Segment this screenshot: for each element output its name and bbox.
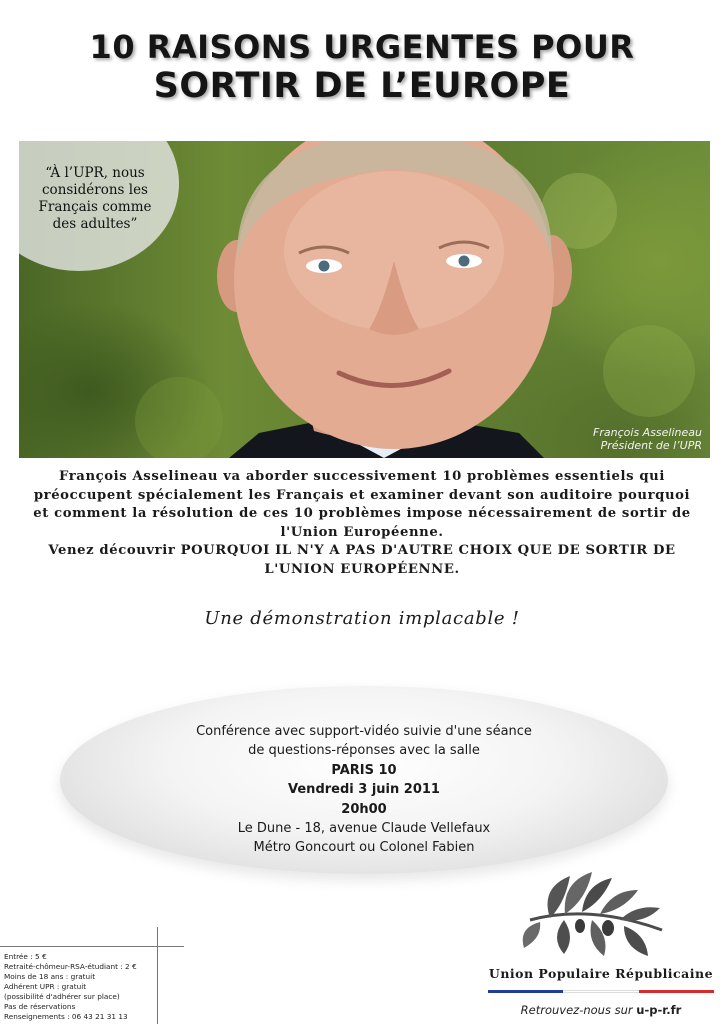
- divider-horizontal: [0, 946, 184, 947]
- event-details: [60, 722, 668, 858]
- olive-branch-icon: [520, 868, 670, 960]
- caption-role: Président de l’UPR: [600, 439, 702, 452]
- event-city: PARIS 10: [331, 762, 397, 778]
- poster-title-line-2: SORTIR DE L’EUROPE: [153, 66, 571, 106]
- speaker-photo: [19, 141, 710, 458]
- event-description-1: Conférence avec support-vidéo suivie d'une séance: [196, 724, 532, 739]
- french-flag-stripe: [488, 990, 714, 993]
- event-time: 20h00: [341, 801, 387, 817]
- event-description-2: de questions-réponses avec la salle: [248, 743, 480, 759]
- event-venue: Le Dune - 18, avenue Claude Vellefaux: [237, 821, 491, 837]
- website-link[interactable]: u-p-r.fr: [636, 1003, 682, 1017]
- intro-paragraph: François Asselineau va aborder successivement 10 problèmes essentiels qui préoccupent spécialement les Français et examiner devant son auditoire pourquoi et comment la résolution de ces 10 problèmes impose nécessairement de sortir de l'Union Européenne. Venez découvrir POURQUOI IL N'Y A PAS D'AUTRE CHOIX QUE DE SORTIR DE L'UNION EUROPÉENNE.: [33, 469, 691, 577]
- event-date: Vendredi 3 juin 2011: [288, 782, 440, 798]
- event-metro: Métro Goncourt ou Colonel Fabien: [253, 840, 475, 856]
- party-name: Union Populaire Républicaine: [488, 966, 714, 981]
- pricing-info: Entrée : 5 € Retraité-chômeur-RSA-étudiant : 2 € Moins de 18 ans : gratuit Adhérent UPR : gratuit (possibilité d'adhérer sur place) Pas de réservations Renseignements : 06 43 21 31 13: [4, 952, 137, 1021]
- tagline: Une démonstration implacable !: [204, 608, 520, 629]
- photo-caption: [593, 426, 702, 452]
- caption-name: François Asselineau: [593, 426, 702, 439]
- poster-title-line-1: 10 RAISONS URGENTES POUR: [89, 28, 635, 66]
- website-line: Retrouvez-nous sur u-p-r.fr: [520, 1003, 682, 1017]
- speaker-quote: “À l’UPR, nous considérons les Français comme des adultes”: [38, 165, 152, 232]
